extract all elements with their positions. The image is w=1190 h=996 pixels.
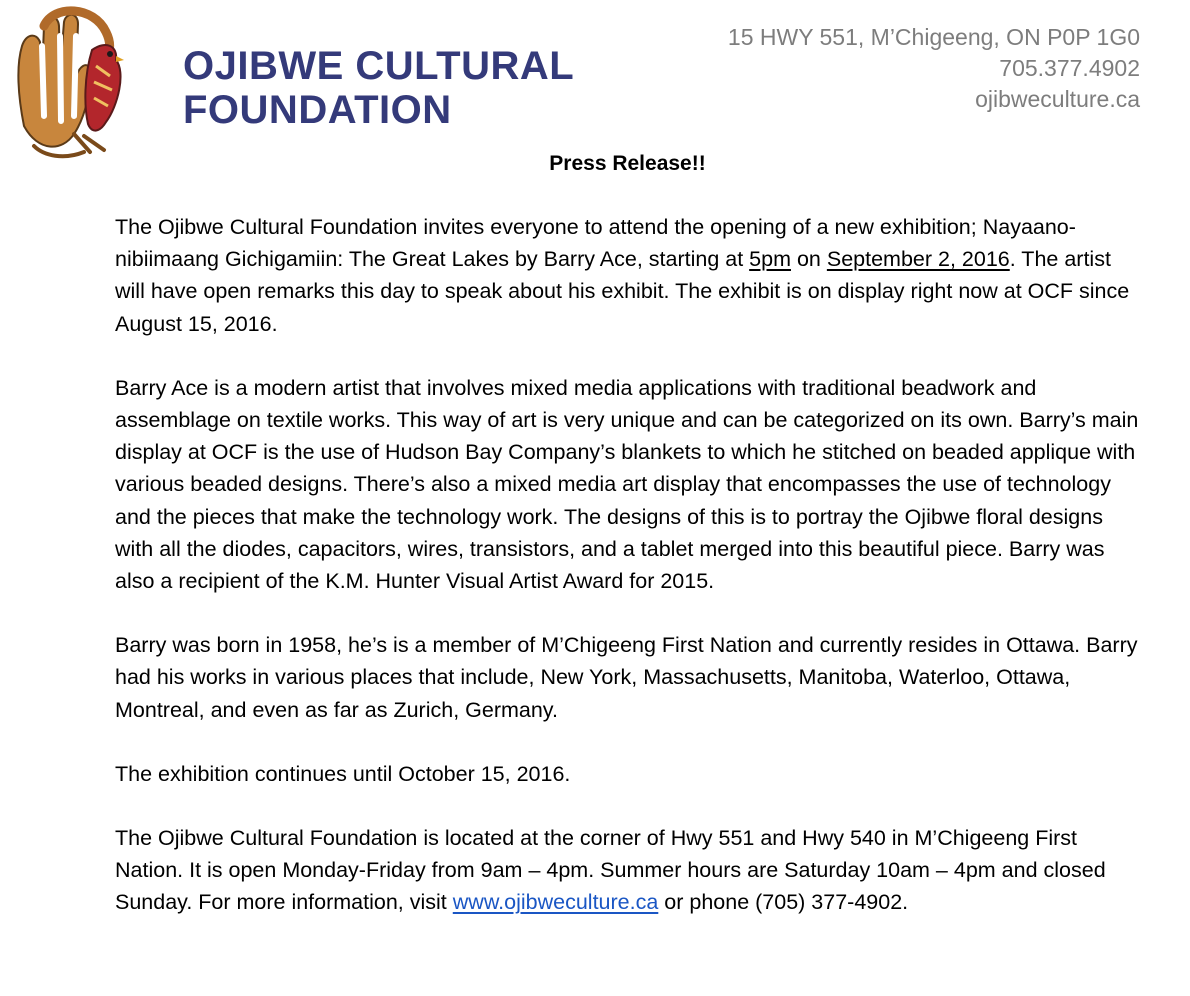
phone-line: 705.377.4902 [999, 55, 1140, 81]
organization-name-line1: OJIBWE CULTURAL [183, 44, 575, 88]
paragraph-opening-text-c: . The artist will have open remarks this day to speak about his exhibit. The exhibit is on display right now at OCF since August 15, 2016. [115, 247, 1130, 336]
paragraph-closing-date: The exhibition continues until October 15, 2016. [115, 761, 571, 786]
press-release-title: Press Release!! [549, 152, 706, 175]
paragraph-opening-text-b: on [790, 247, 827, 272]
opening-date: September 2, 2016 [826, 247, 1010, 272]
paragraph-artist: Barry Ace is a modern artist that involves mixed media applications with traditional beadwork and assemblage on textile works. This way of art is very unique and can be categorized on its own. Barry’s main display at OCF is the use of Hudson Bay Company’s blankets to which he stitched on beaded applique with various beaded designs. There’s also a mixed media art display that encompasses the use of technology and the pieces that make the technology work. The designs of this is to portray the Ojibwe floral designs with all the diodes, capacitors, wires, transistors, and a tablet merged into this beautiful piece. Barry was also a recipient of the K.M. Hunter Visual Artist Award for 2015. [115, 375, 1139, 594]
website-line: ojibweculture.ca [975, 86, 1140, 112]
paragraph-location-text-b: or phone (705) 377-4902. [658, 890, 909, 915]
website-link[interactable]: www.ojibweculture.ca [452, 890, 659, 915]
paragraph-location-text-a: The Ojibwe Cultural Foundation is located at the corner of Hwy 551 and Hwy 540 in M’Chigeeng First Nation. It is open Monday-Friday from 9am – 4pm. Summer hours are Saturday 10am – 4pm and closed Sunday. For more information, visit [115, 826, 1106, 915]
paragraph-biography: Barry was born in 1958, he’s is a member of M’Chigeeng First Nation and currently resides in Ottawa. Barry had his works in various places that include, New York, Massachusetts, Manitoba, Waterloo, Ottawa, Montreal, and even as far as Zurich, Germany. [115, 633, 1138, 722]
thunderbird-hand-logo-icon [14, 6, 126, 162]
organization-name [183, 44, 574, 132]
release-body [115, 211, 1145, 951]
contact-block [728, 22, 1140, 115]
paragraph-opening-text-a: The Ojibwe Cultural Foundation invites everyone to attend the opening of a new exhibition; Nayaano-nibiimaang Gichigamiin: The Great Lakes by Barry Ace, starting at [115, 215, 1076, 272]
address-line: 15 HWY 551, M’Chigeeng, ON P0P 1G0 [727, 24, 1140, 50]
start-time: 5pm [749, 247, 791, 272]
paragraph-opening [115, 211, 1145, 340]
organization-name-line2: FOUNDATION [183, 88, 452, 132]
paragraph-location [115, 822, 1145, 919]
